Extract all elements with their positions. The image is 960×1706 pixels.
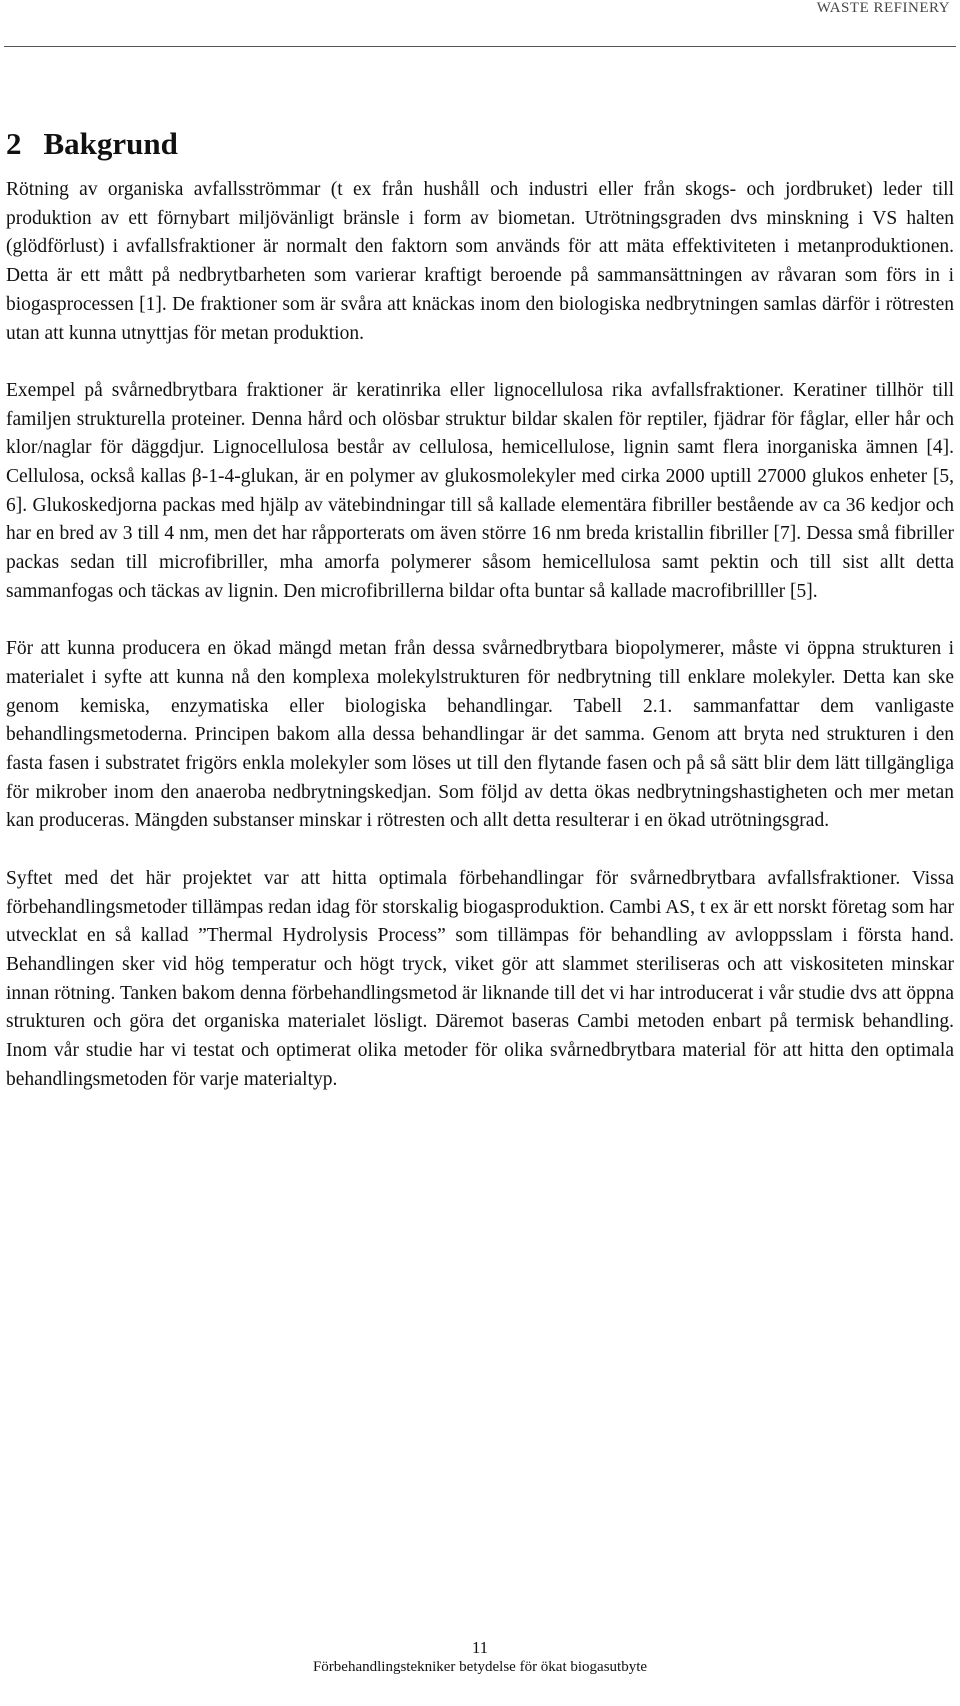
page-footer <box>0 1638 960 1676</box>
paragraph-intro: Rötning av organiska avfallsströmmar (t ex från hushåll och industri eller från skogs- och jordbruket) leder till produktion av ett förnybart miljövänligt bränsle i form av biometan. Utrötningsgraden dvs minskning i VS halten (glödförlust) i avfallsfraktioner är normalt den faktorn som används för att mäta effektiviteten i metanproduktionen. Detta är ett mått på nedbrytbarheten som varierar kraftigt beroende på sammansättningen av råvaran som förs in i biogasprocessen [1]. De fraktioner som är svåra att knäckas inom den biologiska nedbrytningen samlas därför i rötresten utan att kunna utnyttjas för metan produktion. <box>6 179 954 344</box>
running-header: WASTE REFINERY <box>816 0 950 16</box>
page-number: 11 <box>471 1638 489 1657</box>
header-divider <box>4 46 956 47</box>
paragraph-examples: Exempel på svårnedbrytbara fraktioner är keratinrika eller lignocellulosa rika avfallsfraktioner. Keratiner tillhör till familjen strukturella proteiner. Denna hård och olösbar struktur bildar skalen för reptiler, fjädrar för fåglar, eller hår och klor/naglar för däggdjur. Lignocellulosa består av cellulosa, hemicellulose, lignin samt flera inorganiska ämnen [4]. Cellulosa, också kallas β-1-4-glukan, är en polymer av glukosmolekyler med cirka 2000 uptill 27000 glukos enheter [5, 6]. Glukoskedjorna packas med hjälp av vätebindningar till så kallade elementära fibriller bestående av ca 36 kedjor och har en bred av 3 till 4 nm, men det har råpporterats om även större 16 nm breda kristallin fibriller [7]. Dessa små fibriller packas sedan till microfibriller, mha amorfa polymerer såsom hemicellulosa samt pektin och till sist allt detta sammanfogas och täckas av lignin. Den microfibrillerna bildar ofta buntar så kallade macrofibrilller [5]. <box>6 379 954 602</box>
chapter-title: Bakgrund <box>43 126 178 161</box>
chapter-number: 2 <box>6 126 22 161</box>
chapter-heading <box>6 124 178 164</box>
body-text <box>6 176 954 1123</box>
footer-document-title: Förbehandlingstekniker betydelse för ökat biogasutbyte <box>312 1659 648 1675</box>
paragraph-purpose: Syftet med det här projektet var att hitta optimala förbehandlingar för svårnedbrytbara avfallsfraktioner. Vissa förbehandlingsmetoder tillämpas redan idag för storskalig biogasproduktion. Cambi AS, t ex är ett norskt företag som har utvecklat en så kallad ”Thermal Hydrolysis Process” som tillämpas för behandling av avloppsslam i första hand. Behandlingen sker vid hög temperatur och högt tryck, viket gör att slammet steriliseras och att viskositeten minskar innan rötning. Tanken bakom denna förbehandlingsmetod är liknande till det vi har introducerat i vår studie dvs att öppna strukturen och göra det organiska materialet lösligt. Däremot baseras Cambi metoden enbart på termisk behandling. Inom vår studie har vi testat och optimerat olika metoder för olika svårnedbrytbara material för att hitta den optimala behandlingsmetoden för varje materialtyp. <box>6 867 954 1090</box>
paragraph-treatment: För att kunna producera en ökad mängd metan från dessa svårnedbrytbara biopolymerer, måste vi öppna strukturen i materialet i syfte att kunna nå den komplexa molekylstrukturen för nedbrytning till enklare molekyler. Detta kan ske genom kemiska, enzymatiska eller biologiska behandlingar. Tabell 2.1. sammanfattar dem vanligaste behandlingsmetoderna. Principen bakom alla dessa behandlingar är det samma. Genom att bryta ned strukturen i den fasta fasen i substratet frigörs enkla molekyler som löses ut till den flytande fasen och på så sätt blir dem lätt tillgängliga för mikrober inom den anaeroba nedbrytningskedjan. Som följd av detta ökas nedbrytningshastigheten och mer metan kan produceras. Mängden substanser minskar i rötresten och allt detta resulterar i en ökad utrötningsgrad. <box>6 638 954 832</box>
